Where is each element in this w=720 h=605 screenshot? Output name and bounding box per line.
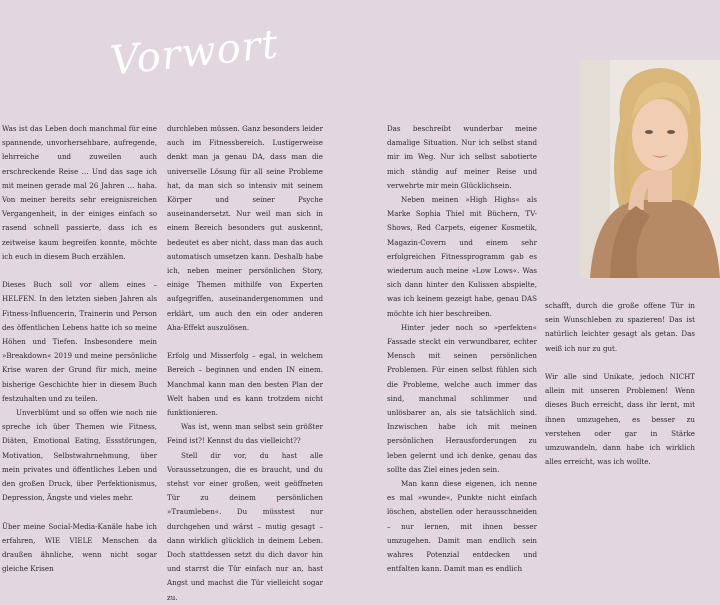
author-portrait-photo xyxy=(580,60,720,278)
paragraph: Wir alle sind Unikate, jedoch NICHT allein mit unseren Problemen! Wenn dieses Buch erreicht, dass ihr lernt, mit ihnen umzugehen, es besser zu verstehen oder gar in Stärke umzuwandeln, dann habe ich wirklich alles erreicht, was ich wollte. xyxy=(545,372,695,467)
paragraph: Erfolg und Misserfolg – egal, in welchem Bereich – beginnen und enden IN einem. Manchmal kann man den besten Plan der Welt haben und es kann trotzdem nicht funktionieren. xyxy=(167,351,323,418)
text-column-4 xyxy=(545,299,695,469)
portrait-illustration xyxy=(580,60,720,278)
paragraph: Was ist, wenn man selbst sein größter Feind ist?! Kennst du das vielleicht?? xyxy=(167,422,323,446)
text-column-3 xyxy=(387,122,537,577)
text-column-1 xyxy=(2,122,157,576)
page-title: Vorwort xyxy=(108,21,281,85)
paragraph: Neben meinen »High Highs« als Marke Sophia Thiel mit Büchern, TV-Shows, Red Carpets, eigener Kosmetik, Magazin-Covern und einem sehr erfolgreichen Fitnessprogramm gab es wiederum auch meine »Low Lows«. Was sich dann hinter den Kulissen abspielte, was ich keinem gezeigt habe, genau DAS möchte ich hier beschreiben. xyxy=(387,195,537,318)
paragraph: Was ist das Leben doch manchmal für eine spannende, unvorhersehbare, aufregende, lehrreiche und zuweilen auch erschreckende Reise … Und das sage ich mit meinen gerade mal 26 Jahren … haha. Von meiner bereits sehr ereignisreichen Vergangenheit, in der einiges einfach so rasend schnell passierte, dass ich es zeitweise kaum begreifen konnte, möchte ich euch in diesem Buch erzählen. xyxy=(2,124,157,261)
paragraph: Hinter jeder noch so »perfekten« Fassade steckt ein verwundbarer, echter Mensch mit seinen persönlichen Problemen. Für einen selbst fühlen sich die Probleme, welche auch immer das sind, manchmal schlimmer und unlösbarer an, als sie tatsächlich sind. Inzwischen habe ich mit meinen persönlichen Herausforderungen zu leben gelernt und ich denke, genau das sollte das Ziel eines jeden sein. xyxy=(387,322,537,474)
paragraph: Über meine Social-Media-Kanäle habe ich erfahren, WIE VIELE Menschen da draußen ähnliche, wenn nicht sogar gleiche Krisen xyxy=(2,521,157,574)
paragraph: Das beschreibt wunderbar meine damalige Situation. Nur ich selbst stand mir im Weg. Nur ich selbst sabotierte mich ständig auf meiner Reise und verwehrte mir mein Glücklichsein. xyxy=(387,124,537,190)
paragraph: schafft, durch die große offene Tür in sein Wunschleben zu spazieren! Das ist natürlich leichter gesagt als getan. Das weiß ich nur zu gut. xyxy=(545,301,695,353)
text-column-2 xyxy=(167,122,323,605)
paragraph: Stell dir vor, du hast alle Voraussetzungen, die es braucht, und du stehst vor einer großen, weit geöffneten Tür zu deinem persönlichen »Traumleben«. Du müsstest nur durchgehen und wärst – mutig gesagt – dann wirklich glücklich in deinem Leben. Doch stattdessen setzt du dich davor hin und starrst die Tür einfach nur an, hast Angst und machst die Tür vielleicht sogar zu. xyxy=(167,450,323,602)
paragraph: Unverblümt und so offen wie noch nie spreche ich über Themen wie Fitness, Diäten, Emotional Eating, Essstörungen, Motivation, Selbstwahrnehmung, über mein privates und öffentliches Leben und den großen Druck, über Perfektionismus, Depression, Ängste und vieles mehr. xyxy=(2,408,157,503)
paragraph: Man kann diese eigenen, ich nenne es mal »wunde«, Punkte nicht einfach löschen, abstellen oder herausschneiden – nur lernen, mit ihnen besser umzugehen. Damit man endlich sein wahres Potenzial entdecken und entfalten kann. Damit man es endlich xyxy=(387,479,537,574)
paragraph: durchleben müssen. Ganz besonders leider auch im Fitnessbereich. Lustigerweise denkt man ja genau DA, dass man die universelle Lösung für all seine Probleme hat, da man sich so intensiv mit seinem Körper und seiner Psyche auseinandersetzt. Nur weil man sich in einem Bereich besonders gut auskennt, bedeutet es aber nicht, dass man das auch automatisch umsetzen kann. Deshalb habe ich, neben meiner persönlichen Story, einige Themen mithilfe von Experten aufgegriffen, auseinandergenommen und erklärt, um auch den ein oder anderen Aha-Effekt auszulösen. xyxy=(167,124,323,332)
paragraph: Dieses Buch soll vor allem eines – HELFEN. In den letzten sieben Jahren als Fitness-Influencerin, Trainerin und Person des öffentlichen Lebens hatte ich so meine Höhen und Tiefen. Insbesondere mein »Breakdown« 2019 und meine persönliche Krise waren der Grund für mich, meine bisherige Geschichte hier in diesem Buch festzuhalten und zu teilen. xyxy=(2,280,157,403)
